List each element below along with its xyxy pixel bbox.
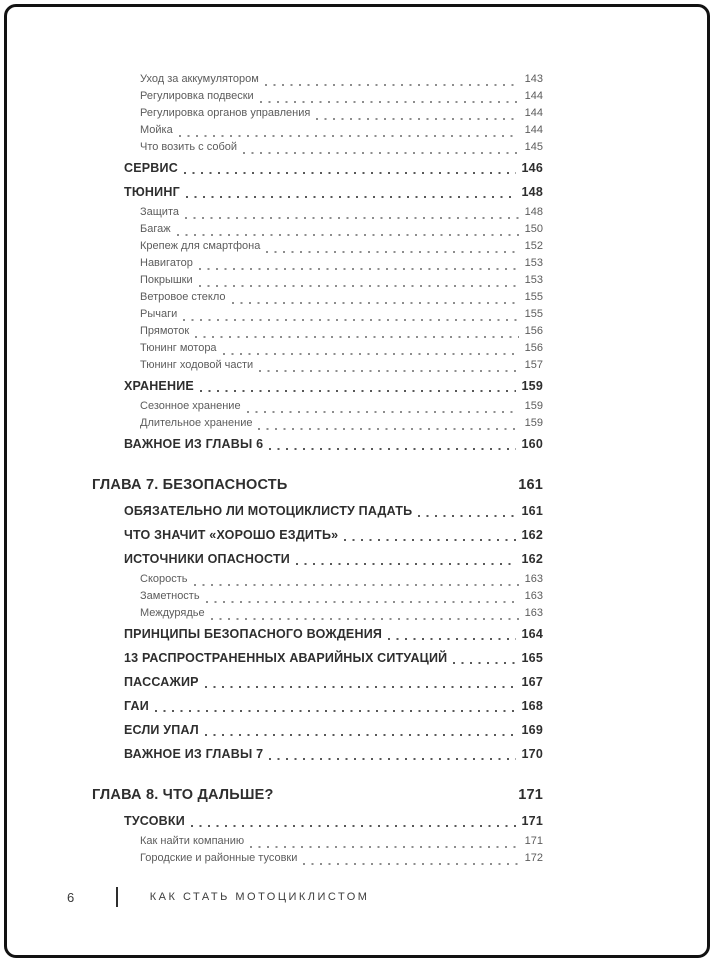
toc-entry-page: 146 xyxy=(521,161,543,175)
toc-entry-label: Регулировка подвески xyxy=(140,90,254,102)
toc-sub-row xyxy=(140,850,543,867)
toc-entry-label: ЕСЛИ УПАЛ xyxy=(124,723,199,737)
toc-sub-row xyxy=(140,340,543,357)
dot-leader xyxy=(195,336,519,338)
toc-entry-page: 153 xyxy=(524,257,543,269)
toc-section-row xyxy=(124,378,543,394)
toc-entry-label: ТЮНИНГ xyxy=(124,185,180,199)
toc-sub-row xyxy=(140,571,543,588)
toc-entry-page: 163 xyxy=(524,590,543,602)
toc-sub-row xyxy=(140,221,543,238)
toc-entry-label: Регулировка органов управления xyxy=(140,107,311,119)
dot-leader xyxy=(247,411,519,413)
toc-entry-label: СЕРВИС xyxy=(124,161,178,175)
toc-entry-page: 159 xyxy=(524,400,543,412)
dot-leader xyxy=(194,584,519,586)
toc-section-row xyxy=(124,698,543,714)
toc-entry-label: Уход за аккумулятором xyxy=(140,73,259,85)
toc-entry-label: ИСТОЧНИКИ ОПАСНОСТИ xyxy=(124,552,290,566)
toc-sub-row xyxy=(140,357,543,374)
dot-leader xyxy=(155,710,516,712)
toc-entry-page: 167 xyxy=(521,675,543,689)
dot-leader xyxy=(266,251,518,253)
dot-leader xyxy=(243,152,519,154)
toc-entry-page: 162 xyxy=(521,528,543,542)
toc-entry-label: Что возить с собой xyxy=(140,141,238,153)
dot-leader xyxy=(453,662,515,664)
dot-leader xyxy=(269,448,515,450)
toc-entry-label: Покрышки xyxy=(140,274,193,286)
toc-sub-row xyxy=(140,272,543,289)
dot-leader xyxy=(177,234,519,236)
dot-leader xyxy=(388,638,515,640)
toc-entry-label: ГАИ xyxy=(124,699,149,713)
toc-entry-page: 155 xyxy=(524,308,543,320)
dot-leader xyxy=(258,428,518,430)
toc-entry-page: 148 xyxy=(524,206,543,218)
dot-leader xyxy=(179,135,519,137)
toc-entry-page: 162 xyxy=(521,552,543,566)
toc-section-row xyxy=(124,722,543,738)
toc-entry-label: ВАЖНОЕ ИЗ ГЛАВЫ 7 xyxy=(124,747,264,761)
toc-section-row xyxy=(124,674,543,690)
dot-leader xyxy=(265,84,519,86)
footer-divider xyxy=(116,887,118,907)
toc-sub-row xyxy=(140,255,543,272)
toc-entry-label: ВАЖНОЕ ИЗ ГЛАВЫ 6 xyxy=(124,437,264,451)
toc-section-row xyxy=(124,527,543,543)
toc-entry-page: 172 xyxy=(524,852,543,864)
toc-sub-row xyxy=(140,833,543,850)
dot-leader xyxy=(211,618,519,620)
toc-entry-label: ПРИНЦИПЫ БЕЗОПАСНОГО ВОЖДЕНИЯ xyxy=(124,627,383,641)
toc-entry-label: Защита xyxy=(140,206,179,218)
toc-entry-page: 161 xyxy=(521,504,543,518)
toc-entry-page: 165 xyxy=(521,651,543,665)
toc-sub-row xyxy=(140,88,543,105)
toc-sub-row xyxy=(140,122,543,139)
dot-leader xyxy=(205,686,516,688)
toc-section-row xyxy=(124,160,543,176)
toc-entry-label: ПАССАЖИР xyxy=(124,675,199,689)
footer-page-number: 6 xyxy=(67,889,75,905)
toc-chapter-row xyxy=(92,476,543,494)
toc-entry-label: ОБЯЗАТЕЛЬНО ЛИ МОТОЦИКЛИСТУ ПАДАТЬ xyxy=(124,504,413,518)
dot-leader xyxy=(206,601,519,603)
toc-entry-page: 153 xyxy=(524,274,543,286)
toc-sub-row xyxy=(140,588,543,605)
toc-entry-label: Сезонное хранение xyxy=(140,400,241,412)
toc-section-row xyxy=(124,503,543,519)
dot-leader xyxy=(344,539,515,541)
dot-leader xyxy=(184,172,516,174)
toc-entry-label: Рычаги xyxy=(140,308,178,320)
dot-leader xyxy=(303,863,518,865)
toc-section-row xyxy=(124,650,543,666)
toc-entry-page: 144 xyxy=(524,107,543,119)
dot-leader xyxy=(259,370,518,372)
toc-sub-row xyxy=(140,415,543,432)
toc-entry-page: 156 xyxy=(524,325,543,337)
toc-section-row xyxy=(124,746,543,762)
toc-entry-page: 161 xyxy=(518,477,543,493)
toc-entry-page: 169 xyxy=(521,723,543,737)
dot-leader xyxy=(269,758,515,760)
dot-leader xyxy=(205,734,516,736)
toc-chapter-row xyxy=(92,786,543,804)
toc-sub-row xyxy=(140,289,543,306)
toc-section-row xyxy=(124,436,543,452)
dot-leader xyxy=(232,302,519,304)
dot-leader xyxy=(183,319,518,321)
toc-entry-page: 148 xyxy=(521,185,543,199)
toc-entry-label: Длительное хранение xyxy=(140,417,253,429)
toc-entry-page: 143 xyxy=(524,73,543,85)
dot-leader xyxy=(200,390,516,392)
toc-entry-label: Городские и районные тусовки xyxy=(140,852,298,864)
toc-entry-page: 163 xyxy=(524,607,543,619)
toc-entry-page: 150 xyxy=(524,223,543,235)
toc-entry-label: Мойка xyxy=(140,124,173,136)
toc-entry-label: 13 РАСПРОСТРАНЕННЫХ АВАРИЙНЫХ СИТУАЦИЙ xyxy=(124,651,448,665)
dot-leader xyxy=(199,268,519,270)
toc-list xyxy=(7,7,707,867)
footer-book-title: КАК СТАТЬ МОТОЦИКЛИСТОМ xyxy=(149,891,370,903)
toc-sub-row xyxy=(140,398,543,415)
toc-section-row xyxy=(124,626,543,642)
dot-leader xyxy=(296,563,516,565)
dot-leader xyxy=(418,515,515,517)
dot-leader xyxy=(316,118,518,120)
toc-entry-label: Тюнинг ходовой части xyxy=(140,359,254,371)
toc-entry-label: ЧТО ЗНАЧИТ «ХОРОШО ЕЗДИТЬ» xyxy=(124,528,339,542)
toc-sub-row xyxy=(140,238,543,255)
toc-sub-row xyxy=(140,323,543,340)
toc-sub-row xyxy=(140,71,543,88)
toc-entry-page: 145 xyxy=(524,141,543,153)
toc-entry-label: Навигатор xyxy=(140,257,193,269)
toc-entry-label: Скорость xyxy=(140,573,188,585)
page-footer xyxy=(7,887,369,907)
toc-entry-page: 168 xyxy=(521,699,543,713)
toc-entry-label: Прямоток xyxy=(140,325,190,337)
toc-entry-page: 170 xyxy=(521,747,543,761)
dot-leader xyxy=(260,101,519,103)
dot-leader xyxy=(185,217,519,219)
dot-leader xyxy=(199,285,519,287)
toc-entry-label: Багаж xyxy=(140,223,171,235)
toc-entry-label: ТУСОВКИ xyxy=(124,814,185,828)
toc-section-row xyxy=(124,813,543,829)
toc-entry-page: 152 xyxy=(524,240,543,252)
toc-entry-label: Заметность xyxy=(140,590,200,602)
toc-section-row xyxy=(124,184,543,200)
toc-section-row xyxy=(124,551,543,567)
dot-leader xyxy=(186,196,516,198)
dot-leader xyxy=(191,825,516,827)
toc-entry-page: 159 xyxy=(524,417,543,429)
toc-entry-page: 164 xyxy=(521,627,543,641)
toc-entry-page: 157 xyxy=(524,359,543,371)
toc-entry-page: 144 xyxy=(524,90,543,102)
toc-sub-row xyxy=(140,605,543,622)
toc-entry-page: 156 xyxy=(524,342,543,354)
toc-entry-label: Тюнинг мотора xyxy=(140,342,217,354)
dot-leader xyxy=(223,353,519,355)
toc-entry-page: 163 xyxy=(524,573,543,585)
toc-entry-label: ГЛАВА 8. ЧТО ДАЛЬШЕ? xyxy=(92,787,274,803)
toc-entry-label: Как найти компанию xyxy=(140,835,245,847)
toc-entry-label: ХРАНЕНИЕ xyxy=(124,379,194,393)
toc-sub-row xyxy=(140,306,543,323)
toc-sub-row xyxy=(140,105,543,122)
toc-sub-row xyxy=(140,139,543,156)
toc-entry-page: 155 xyxy=(524,291,543,303)
book-page xyxy=(4,4,710,958)
toc-entry-page: 171 xyxy=(524,835,543,847)
dot-leader xyxy=(250,846,519,848)
toc-entry-label: Ветровое стекло xyxy=(140,291,226,303)
toc-entry-page: 171 xyxy=(521,814,543,828)
toc-entry-page: 171 xyxy=(518,787,543,803)
toc-entry-label: Крепеж для смартфона xyxy=(140,240,261,252)
toc-entry-label: ГЛАВА 7. БЕЗОПАСНОСТЬ xyxy=(92,477,288,493)
toc-sub-row xyxy=(140,204,543,221)
toc-entry-page: 159 xyxy=(521,379,543,393)
toc-entry-label: Междурядье xyxy=(140,607,205,619)
toc-entry-page: 160 xyxy=(521,437,543,451)
toc-entry-page: 144 xyxy=(524,124,543,136)
